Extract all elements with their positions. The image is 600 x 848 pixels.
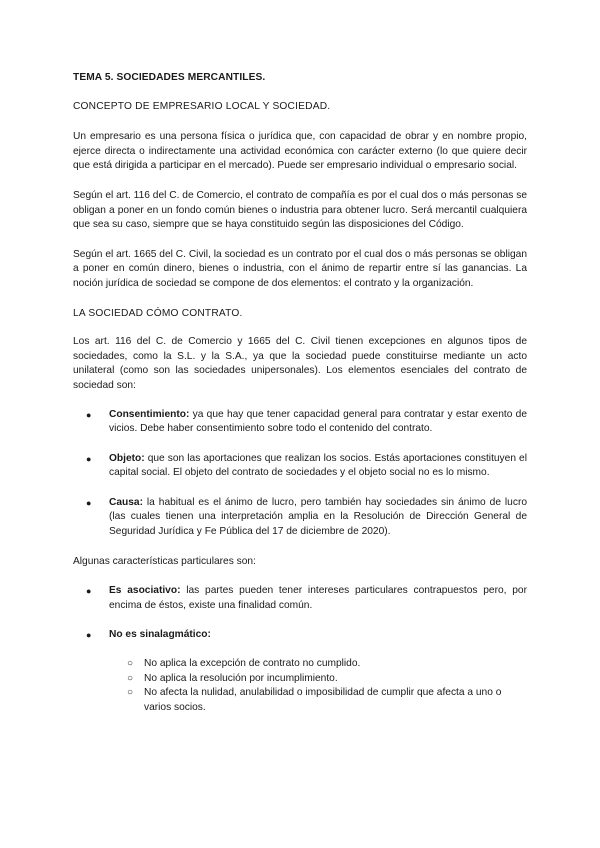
term-objeto: Objeto:	[109, 452, 145, 464]
text-asociativo: las partes pueden tener intereses particulares contrapuestos pero, por encima de éstos, existe una finalidad común.	[109, 585, 527, 611]
text-causa: la habitual es el ánimo de lucro, pero también hay sociedades sin ánimo de lucro (las cuales tienen una interpretación amplia en la Resolución de Dirección General de Seguridad Jurídica y Fe Pública del 17 de diciembre de 2020).	[109, 496, 527, 538]
bullet-icon: ●	[86, 409, 92, 420]
term-consentimiento: Consentimiento:	[109, 408, 190, 420]
text-consentimiento: ya que hay que tener capacidad general para contratar y estar exento de vicios. Debe haber consentimiento sobre todo el contenido del contrato.	[109, 408, 527, 435]
paragraph-caracteristicas: Algunas características particulares son:	[73, 555, 256, 567]
list-item-objeto	[73, 452, 527, 481]
circle-bullet-icon: ○	[127, 687, 134, 699]
section-title-contrato: LA SOCIEDAD CÓMO CONTRATO.	[73, 307, 243, 319]
sub-item-text: No aplica la resolución por incumplimiento.	[144, 672, 338, 684]
term-causa: Causa:	[109, 496, 143, 508]
elements-list	[73, 408, 527, 540]
sub-item-resolucion	[73, 672, 527, 687]
term-sinalagmatico: No es sinalagmático:	[109, 629, 211, 641]
bullet-icon: ●	[86, 630, 92, 641]
sub-item-excepcion	[73, 657, 527, 672]
sub-item-text: No afecta la nulidad, anulabilidad o imposibilidad de cumplir que afecta a uno o varios socios.	[144, 687, 502, 713]
bullet-icon: ●	[86, 586, 92, 597]
circle-bullet-icon: ○	[127, 658, 134, 670]
characteristics-list	[73, 584, 527, 643]
sinalagmatico-sublist	[73, 657, 527, 715]
list-item-consentimiento	[73, 408, 527, 437]
paragraph-empresario: Un empresario es una persona física o jurídica que, con capacidad de obrar y en nombre propio, ejerce directa o indirectamente una actividad económica con carácter externo (lo que quiere decir que está dirigida a participar en el mercado). Puede ser empresario individual o empresario social.	[73, 131, 527, 172]
list-item-asociativo	[73, 584, 527, 613]
section-title-concepto: CONCEPTO DE EMPRESARIO LOCAL Y SOCIEDAD.	[73, 100, 331, 112]
term-asociativo: Es asociativo:	[109, 585, 181, 597]
bullet-icon: ●	[86, 453, 92, 464]
list-item-causa	[73, 496, 527, 540]
circle-bullet-icon: ○	[127, 672, 134, 684]
sub-item-nulidad	[73, 686, 527, 715]
paragraph-excepciones: Los art. 116 del C. de Comercio y 1665 del C. Civil tienen excepciones en algunos tipos de sociedades, como la S.L. y la S.A., ya que la sociedad puede constituirse mediante un acto unilateral (como son las sociedades unipersonales). Los elementos esenciales del contrato de sociedad son:	[73, 336, 527, 391]
paragraph-art-1665: Según el art. 1665 del C. Civil, la sociedad es un contrato por el cual dos o más personas se obligan a poner en común dinero, bienes o industria, con el ánimo de repartir entre sí las ganancias. La noción jurídica de sociedad se compone de dos elementos: el contrato y la organización.	[73, 248, 527, 289]
sub-item-text: No aplica la excepción de contrato no cumplido.	[144, 658, 361, 670]
list-item-sinalagmatico	[73, 628, 527, 643]
document-heading: TEMA 5. SOCIEDADES MERCANTILES.	[73, 72, 266, 83]
paragraph-art-116: Según el art. 116 del C. de Comercio, el contrato de compañía es por el cual dos o más personas se obligan a poner en un fondo común bienes o industria para obtener lucro. Será mercantil cualquiera que sea su caso, siempre que se haya constituido según las disposiciones del Código.	[73, 189, 527, 231]
bullet-icon: ●	[86, 497, 92, 508]
text-objeto: que son las aportaciones que realizan los socios. Estás aportaciones constituyen el capital social. El objeto del contrato de sociedades y el objeto social no es lo mismo.	[109, 452, 527, 479]
